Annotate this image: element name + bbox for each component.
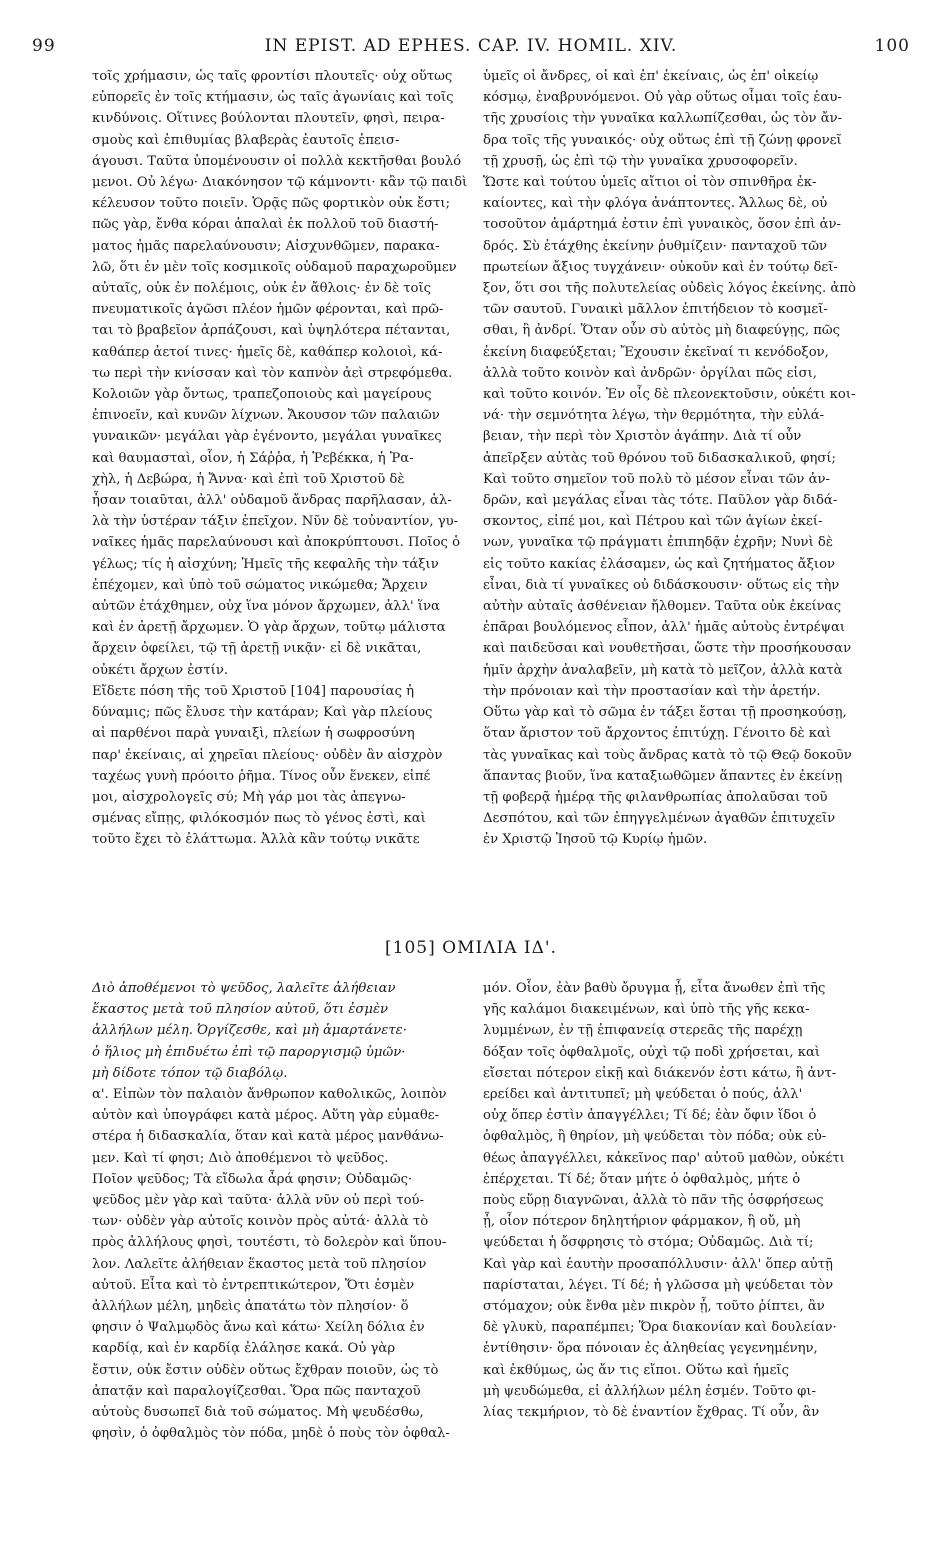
text-line: αὐτῶν ἐτάχθημεν, οὐχ ἵνα μόνον ἄρχωμεν, ἀλλ' ἵνα bbox=[92, 599, 440, 615]
text-line: ναῖκες ἡμᾶς παρελαύνουσι καὶ ἀποκρύπτουσι. Ποῖος ὁ bbox=[92, 535, 461, 551]
text-line: λυμμένων, ἐν τῇ ἐπιφανείᾳ στερεᾶς τῆς παρέχῃ bbox=[483, 1023, 803, 1039]
text-line: μεν. Καὶ τί φησι; Διὸ ἀποθέμενοι τὸ ψεῦδος. bbox=[92, 1150, 389, 1166]
text-line: τῇ φοβερᾷ ἡμέρᾳ τῆς φιλανθρωπίας ἀπολαῦσαι τοῦ bbox=[483, 789, 828, 805]
text-line: φησιν ὁ Ψαλμῳδὸς ἄνω καὶ κάτω· Χείλη δόλια ἐν bbox=[92, 1320, 425, 1336]
text-line: εἴσεται πότερον εἰκῇ καὶ διάκενόν ἐστι κάτω, ἢ ἀντ- bbox=[483, 1065, 837, 1081]
text-line: κόσμῳ, ἐναβρυνόμενοι. Οὐ γὰρ οὕτως οἶμαι τοῖς ἑαυ- bbox=[483, 90, 842, 106]
text-line: καὶ ἐκθύμως, ὡς ἄν τις εἴποι. Οὕτω καὶ ἡμεῖς bbox=[483, 1362, 789, 1378]
text-line: Κολοιῶν γὰρ ὄντως, τραπεζοποιοὺς καὶ μαγείρους bbox=[92, 387, 432, 403]
text-line: γυναικῶν· μεγάλαι γὰρ ἐγένοντο, μεγάλαι γυναῖκες bbox=[92, 429, 442, 445]
text-line: ἐπᾶραι βουλόμενος εἶπον, ἀλλ' ἡμᾶς αὐτοὺς ἐντρέψαι bbox=[483, 620, 846, 636]
text-line: ἀπατᾷν καὶ παραλογίζεσθαι. Ὅρα πῶς πανταχοῦ bbox=[92, 1383, 421, 1399]
text-line: εἶναι, διὰ τί γυναῖκες οὐ διδάσκουσιν· οὕτως εἰς τὴν bbox=[483, 577, 840, 593]
text-column-top-left bbox=[92, 66, 470, 851]
text-line: α'. Εἰπὼν τὸν παλαιὸν ἄνθρωπον καθολικῶς, λοιπὸν bbox=[92, 1087, 447, 1103]
text-line: αἱ παρθένοι παρὰ γυναιξὶ, πλείων ἡ σωφροσύνη bbox=[92, 726, 415, 742]
text-line: Εἴδετε πόση τῆς τοῦ Χριστοῦ [104] παρουσίας ἡ bbox=[92, 683, 415, 699]
text-line: δὲ γλυκὺ, παραπέμπει; Ὅρα διακονίαν καὶ δουλείαν· bbox=[483, 1320, 837, 1336]
text-column-bottom-right bbox=[483, 978, 875, 1423]
text-line: παρίσταται, λέγει. Τί δέ; ἡ γλῶσσα μὴ ψεύδεται τὸν bbox=[483, 1277, 834, 1293]
text-line: καθάπερ ἀετοί τινες· ἡμεῖς δὲ, καθάπερ κολοιοὶ, κά- bbox=[92, 344, 443, 360]
text-line: λῶ, ὅτι ἐν μὲν τοῖς κοσμικοῖς οὐδαμοῦ παραχωροῦμεν bbox=[92, 259, 457, 275]
text-line: ἀλλήλων μέλη. Ὀργίζεσθε, καὶ μὴ ἁμαρτάνετε· bbox=[92, 1023, 407, 1039]
text-line: ἄρχειν ὀφείλει, τῷ τῇ ἀρετῇ νικᾷν· εἰ δὲ νικᾶται, bbox=[92, 641, 422, 657]
text-line: γῆς καλάμοι διακειμένων, καὶ ὑπὸ τῆς γῆς κεκα- bbox=[483, 1002, 810, 1018]
text-line: αὐτὸν καὶ ὑπογράφει κατὰ μέρος. Αὕτη γὰρ εὐμαθε- bbox=[92, 1108, 440, 1124]
text-line: ποὺς εὕρῃ διαγνῶναι, ἀλλὰ τὸ πᾶν τῆς ὀσφρήσεως bbox=[483, 1193, 824, 1209]
text-line: ὅταν ἄριστον τοῦ ἄρχοντος ἐπιτύχῃ. Γένοιτο δὲ καὶ bbox=[483, 726, 832, 742]
text-line: Δεσπότου, καὶ τῶν ἐπηγγελμένων ἀγαθῶν ἐπιτυχεῖν bbox=[483, 811, 836, 827]
text-line: εἰς τοῦτο κακίας ἐλάσαμεν, ὡς καὶ ζητήματος ἄξιον bbox=[483, 556, 836, 572]
text-line: κινδύνοις. Οἵτινες βούλονται πλουτεῖν, φησὶ, πειρα- bbox=[92, 111, 445, 127]
text-line: τῇ χρυσῇ, ὡς ἐπὶ τῷ τὴν γυναῖκα χρυσοφορεῖν. bbox=[483, 153, 798, 169]
text-column-top-right bbox=[483, 66, 875, 851]
text-line: ἐντίθησιν· ὅρα πόνοιαν ἐς ἀληθείας γεγενημένην, bbox=[483, 1341, 818, 1357]
text-line: πῶς γὰρ, ἔνθα κόραι ἁπαλαὶ ἐκ πολλοῦ τοῦ διαστή- bbox=[92, 217, 439, 233]
text-line: νων, γυναῖκα τῷ πράγματι ἐπιπηδᾷν ἐχρῆν; Νυνὶ δὲ bbox=[483, 535, 833, 551]
text-line: ἐπέρχεται. Τί δέ; ὅταν μήτε ὁ ὀφθαλμὸς, μήτε ὁ bbox=[483, 1171, 801, 1187]
text-line: σμένας εἴπῃς, φιλόκοσμόν πως τὸ γένος ἐστὶ, καὶ bbox=[92, 811, 426, 827]
text-line: Καὶ τοῦτο σημεῖον τοῦ πολὺ τὸ μέσον εἶναι τῶν ἀν- bbox=[483, 471, 830, 487]
homily-title: [105] ΟΜΙΛΙΑ ΙΔ'. bbox=[385, 938, 557, 958]
text-line: σμοὺς καὶ ἐπιθυμίας βλαβερὰς ἑαυτοῖς ἐπεισ- bbox=[92, 132, 400, 148]
text-line: δρός. Σὺ ἐτάχθης ἐκείνην ῥυθμίζειν· πανταχοῦ τῶν bbox=[483, 238, 828, 254]
text-line: αὐτοῦ. Εἶτα καὶ τὸ ἐντρεπτικώτερον, Ὅτι ἐσμὲν bbox=[92, 1277, 415, 1293]
text-line: ψεύδεται ἡ ὄσφρησις τὸ στόμα; Οὐδαμῶς. Διὰ τί; bbox=[483, 1235, 814, 1251]
text-line: αὐτοὺς δυσωπεῖ διὰ τοῦ σώματος. Μὴ ψευδέσθω, bbox=[92, 1405, 424, 1421]
text-line: τοῦτο ἔχει τὸ ἐλάττωμα. Ἀλλὰ κἂν τούτῳ νικᾶτε bbox=[92, 832, 420, 848]
text-line: ἅπαντας βιοῦν, ἵνα καταξιωθῶμεν ἅπαντες ἐν ἐκείνῃ bbox=[483, 768, 843, 784]
page-number-right: 100 bbox=[874, 36, 910, 56]
text-line: σθαι, ἢ ἀνδρί. Ὅταν οὖν σὺ αὐτὸς μὴ διαφεύγῃς, πῶς bbox=[483, 323, 841, 339]
text-line: ἦσαν τοιαῦται, ἀλλ' οὐδαμοῦ ἄνδρας παρῆλασαν, ἀλ- bbox=[92, 493, 452, 509]
text-line: εὐπορεῖς ἐν τοῖς κτήμασιν, ὡς ταῖς ἀγωνίαις καὶ τοῖς bbox=[92, 90, 454, 106]
text-line: άγουσι. Ταῦτα ὑπομένουσιν οἱ πολλὰ κεκτῆσθαι βουλό bbox=[92, 153, 462, 169]
text-line: αὐταῖς, οὐκ ἐν πολέμοις, οὐκ ἐν ἄθλοις· ἐν δὲ τοῖς bbox=[92, 281, 432, 297]
text-line: φησὶν, ὁ ὀφθαλμὸς τὸν πόδα, μηδὲ ὁ ποὺς τὸν ὀφθαλ- bbox=[92, 1426, 450, 1442]
text-line: Ποῖον ψεῦδος; Τὰ εἴδωλα ἆρά φησιν; Οὐδαμῶς· bbox=[92, 1171, 413, 1187]
text-line: λὰ τὴν ὑστέραν τάξιν ἐπεῖχον. Νῦν δὲ τοὐναντίον, γυ- bbox=[92, 514, 459, 530]
text-line: καίοντες, καὶ τὴν φλόγα ἀνάπτοντες. Ἄλλως δὲ, οὐ bbox=[483, 196, 828, 212]
text-line: λίας τεκμήριον, τὸ δὲ ἐναντίον ἔχθρας. Τί οὖν, ἂν bbox=[483, 1405, 820, 1421]
text-line: τῆς χρυσίοις τὴν γυναῖκα καλλωπίζεσθαι, ὡς τὸν ἄν- bbox=[483, 111, 843, 127]
text-line: δρα τοῖς τῆς γυναικός· οὐχ οὕτως ἐπὶ τῇ ζώνῃ φρονεῖ bbox=[483, 132, 842, 148]
text-line: αὐτὴν αὐταῖς ἀσθένειαν ἤλθομεν. Ταῦτα οὐκ ἐκείνας bbox=[483, 599, 842, 615]
text-line: ᾖ, οἷον πότερον δηλητήριον φάρμακον, ἢ οὔ, μὴ bbox=[483, 1214, 801, 1230]
text-line: νά· τὴν σεμνότητα λέγω, τὴν θερμότητα, τὴν εὐλά- bbox=[483, 408, 825, 424]
text-line: ἀπεῖρξεν αὐτὰς τοῦ θρόνου τοῦ διδασκαλικοῦ, φησί; bbox=[483, 450, 836, 466]
text-line: κέλευσον τοῦτο ποιεῖν. Ὁρᾷς πῶς φορτικὸν οὐκ ἔστι; bbox=[92, 196, 451, 212]
text-line: ἀλλήλων μέλη, μηδεὶς ἀπατάτω τὸν πλησίον· ὅ bbox=[92, 1299, 409, 1315]
text-line: Διὸ ἀποθέμενοι τὸ ψεῦδος, λαλεῖτε ἀλήθειαν bbox=[92, 981, 396, 996]
text-line: τὴν πρόνοιαν καὶ τὴν προστασίαν καὶ τὴν ἀρετήν. bbox=[483, 683, 821, 699]
text-line: ἐπέχομεν, καὶ ὑπὸ τοῦ σώματος νικώμεθα; Ἄρχειν bbox=[92, 577, 428, 593]
text-line: Ὥστε καὶ τούτου ὑμεῖς αἴτιοι οἱ τὸν σπινθῆρα ἐκ- bbox=[483, 175, 817, 191]
text-line: τοῖς χρήμασιν, ὡς ταῖς φροντίσι πλουτεῖς· οὐχ οὕτως bbox=[92, 69, 453, 84]
text-line: γέλως; τίς ἡ αἰσχύνη; Ἡμεῖς τῆς κεφαλῆς τὴν τάξιν bbox=[92, 556, 439, 572]
text-line: ἐπινοεῖν, καὶ κυνῶν λίχνων. Ἄκουσον τῶν παλαιῶν bbox=[92, 408, 440, 424]
text-line: ἕκαστος μετὰ τοῦ πλησίον αὐτοῦ, ὅτι ἐσμὲν bbox=[92, 1002, 389, 1018]
text-line: τὰς γυναῖκας καὶ τοὺς ἄνδρας κατὰ τὸ τῷ Θεῷ δοκοῦν bbox=[483, 747, 852, 763]
running-header bbox=[32, 36, 910, 62]
text-line: Καὶ γὰρ καὶ ἑαυτὴν προσαπόλλυσιν· ἀλλ' ὅπερ αὐτῇ bbox=[483, 1256, 833, 1272]
text-line: πρὸς ἀλλήλους φησὶ, τουτέστι, τὸ δολερὸν καὶ ὕπου- bbox=[92, 1235, 447, 1251]
text-line: σκοντος, εἰπέ μοι, καὶ Πέτρου καὶ τῶν ἁγίων ἐκεί- bbox=[483, 514, 823, 530]
text-line: μὴ δίδοτε τόπον τῷ διαβόλῳ. bbox=[92, 1065, 288, 1081]
text-line: καὶ θαυμασταὶ, οἷον, ἡ Σάῤῥα, ἡ Ῥεβέκκα, ἡ Ῥα- bbox=[92, 450, 414, 466]
text-line: καὶ ἐν ἀρετῇ ἄρχωμεν. Ὁ γὰρ ἄρχων, τοῦτῳ μάλιστα bbox=[92, 620, 446, 636]
text-line: ἐκείνη διαφεύξεται; Ἔχουσιν ἐκεῖναί τι κενόδοξον, bbox=[483, 344, 829, 360]
text-line: ψεῦδος μὲν γὰρ καὶ ταῦτα· ἀλλὰ νῦν οὐ περὶ τού- bbox=[92, 1193, 424, 1209]
text-line: θέως ἀπαγγέλλει, κἀκεῖνος παρ' αὐτοῦ μαθὼν, οὐκέτι bbox=[483, 1150, 845, 1166]
text-line: τω περὶ τὴν κνίσσαν καὶ τὸν καπνὸν ἀεὶ στρεφόμεθα. bbox=[92, 365, 453, 381]
text-line: μὴ ψευδώμεθα, εἰ ἀλλήλων μέλη ἐσμέν. Τοῦτο φι- bbox=[483, 1383, 816, 1399]
text-line: βειαν, τὴν περὶ τὸν Χριστὸν ἀγάπην. Διὰ τί οὖν bbox=[483, 429, 802, 445]
text-line: ματος ἡμᾶς παρελαύνουσιν; Αἰσχυνθῶμεν, παρακα- bbox=[92, 238, 440, 254]
text-line: ἔστιν, οὐκ ἔστιν οὐδὲν οὕτως ἔχθραν ποιοῦν, ὡς τὸ bbox=[92, 1362, 439, 1378]
text-line: πρωτείων ἄξιος τυγχάνειν· οὐκοῦν καὶ ἐν τούτῳ δεῖ- bbox=[483, 259, 838, 275]
text-line: ξον, ὅτι σοι τῆς πολυτελείας οὐδεὶς λόγος ἐκείνης. ἀπὸ bbox=[483, 281, 856, 297]
text-line: χὴλ, ἡ Δεβώρα, ἡ Ἄννα· καὶ ἐπὶ τοῦ Χριστοῦ δὲ bbox=[92, 471, 405, 487]
text-line: δόξαν τοῖς ὀφθαλμοῖς, οὐχὶ τῷ ποδὶ χρήσεται, καὶ bbox=[483, 1044, 821, 1060]
text-column-bottom-left bbox=[92, 978, 470, 1444]
text-line: λον. Λαλεῖτε ἀλήθειαν ἕκαστος μετὰ τοῦ πλησίον bbox=[92, 1256, 427, 1272]
text-line: δύναμις; πῶς ἔλυσε τὴν κατάραν; Καὶ γὰρ πλείους bbox=[92, 705, 433, 721]
text-line: ερείδει καὶ ἀντιτυπεῖ; μὴ ψεύδεται ὁ πούς, ἀλλ' bbox=[483, 1087, 803, 1103]
text-line: στέρα ἡ διδασκαλία, ὅταν καὶ κατὰ μέρος μανθάνω- bbox=[92, 1129, 444, 1145]
text-line: ὑμεῖς οἱ ἄνδρες, οἱ καὶ ἐπ' ἐκείναις, ὡς ἐπ' οἰκείῳ bbox=[483, 69, 819, 84]
text-line: ταχέως γυνὴ πρόοιτο ῥῆμα. Τίνος οὖν ἕνεκεν, εἰπέ bbox=[92, 768, 431, 784]
text-line: τῶν σαυτοῦ. Γυναικὶ μᾶλλον ἐπιτήδειον τὸ κοσμεῖ- bbox=[483, 302, 828, 318]
text-line: μόν. Οἷον, ἐὰν βαθὺ ὄρυγμα ᾖ, εἶτα ἄνωθεν ἐπὶ τῆς bbox=[483, 981, 826, 996]
page-number-left: 99 bbox=[32, 36, 56, 56]
text-line: καρδίᾳ, καὶ ἐν καρδίᾳ ἐλάλησε κακά. Οὐ γὰρ bbox=[92, 1341, 396, 1357]
running-title: IN EPIST. AD EPHES. CAP. IV. HOMIL. XIV. bbox=[264, 36, 678, 56]
text-line: ἐν Χριστῷ Ἰησοῦ τῷ Κυρίῳ ἡμῶν. bbox=[483, 832, 708, 848]
text-line: πνευματικοῖς ἀγῶσι πλέον ἡμῶν φέρονται, καὶ πρῶ- bbox=[92, 302, 444, 318]
text-line: καὶ τοῦτο κοινόν. Ἐν οἷς δὲ πλεονεκτοῦσιν, οὐκέτι κοι- bbox=[483, 387, 856, 403]
text-line: ται τὸ βραβεῖον ἁρπάζουσι, καὶ ὑψηλότερα πέτανται, bbox=[92, 323, 451, 339]
text-line: στόμαχον; οὐκ ἔνθα μὲν πικρὸν ᾖ, τοῦτο ῥίπτει, ἂν bbox=[483, 1299, 825, 1315]
text-line: ἡμῖν ἀρχὴν ἀναλαβεῖν, μὴ κατὰ τὸ μεῖζον, ἀλλὰ κατὰ bbox=[483, 662, 843, 678]
text-line: μενοι. Οὐ λέγω· Διακόνησον τῷ κάμνοντι· κἂν τῷ παιδὶ bbox=[92, 175, 468, 191]
text-line: Οὕτω γὰρ καὶ τὸ σῶμα ἐν τάξει ἔσται τῇ προσηκούσῃ, bbox=[483, 705, 847, 721]
text-line: ἀλλὰ τοῦτο κοινὸν καὶ ἀνδρῶν· ὀργίλαι πῶς εἰσι, bbox=[483, 365, 817, 381]
text-line: καὶ παιδεῦσαι καὶ νουθετῆσαι, ὥστε τὴν προσήκουσαν bbox=[483, 641, 852, 657]
text-line: παρ' ἐκείναις, αἱ χηρεῖαι πλείους· οὐδὲν ἂν αἰσχρὸν bbox=[92, 747, 443, 763]
text-line: των· οὐδὲν γὰρ αὐτοῖς κοινὸν πρὸς αὐτά· ἀλλὰ τὸ bbox=[92, 1214, 429, 1230]
text-line: οὐχ ὅπερ ἐστὶν ἀπαγγέλλει; Τί δέ; ἐὰν ὄφιν ἴδοι ὁ bbox=[483, 1108, 817, 1124]
text-line: δρῶν, καὶ μεγάλας εἶναι τὰς τότε. Παῦλον γὰρ διδά- bbox=[483, 493, 838, 509]
text-line: τοσοῦτον ἁμάρτημά ἐστιν ἐπὶ γυναικὸς, ὅσον ἐπὶ ἀν- bbox=[483, 217, 842, 233]
text-line: οὐκέτι ἄρχων ἐστίν. bbox=[92, 662, 229, 678]
text-line: ὀφθαλμὸς, ἢ θηρίον, μὴ ψεύδεται τὸν πόδα; οὐκ εὐ- bbox=[483, 1129, 827, 1145]
text-line: μοι, αἰσχρολογεῖς σύ; Μὴ γάρ μοι τὰς ἀπεγνω- bbox=[92, 789, 406, 805]
text-line: ὁ ἥλιος μὴ ἐπιδυέτω ἐπὶ τῷ παροργισμῷ ὑμῶν· bbox=[92, 1044, 406, 1060]
